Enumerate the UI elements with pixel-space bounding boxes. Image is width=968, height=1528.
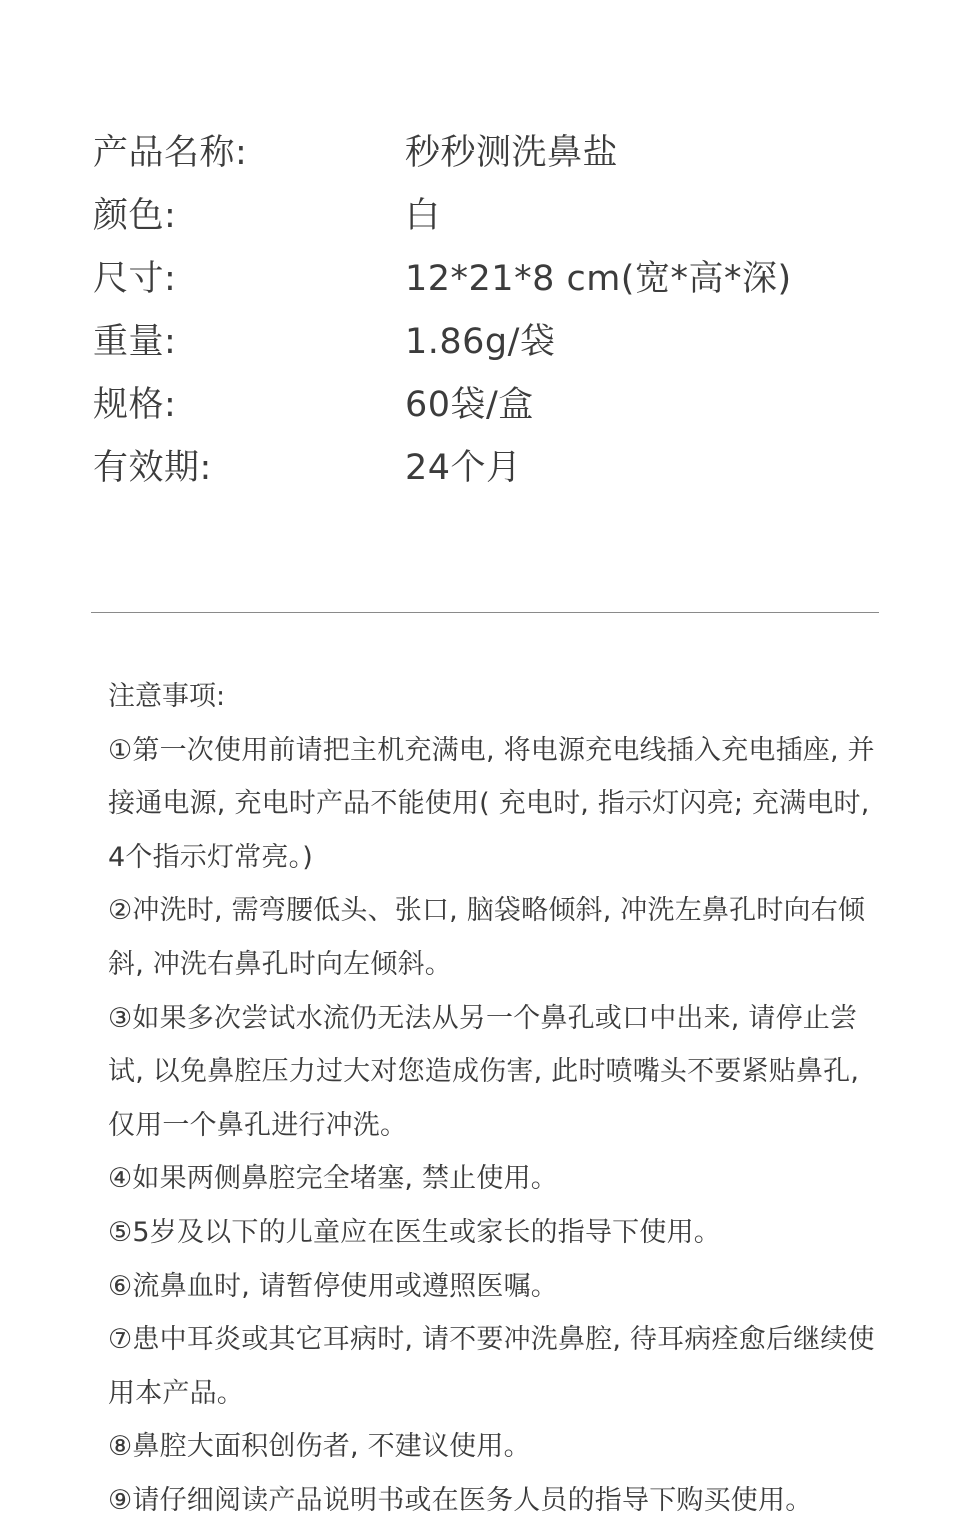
precaution-item: ⑦患中耳炎或其它耳病时, 请不要冲洗鼻腔, 待耳病痊愈后继续使用本产品。 [108,1324,875,1409]
spec-label: 有效期: [93,448,212,488]
precaution-item: ①第一次使用前请把主机充满电, 将电源充电线插入充电插座, 并接通电源, 充电时产品不能使用( 充电时, 指示灯闪亮; 充满电时, 4个指示灯常亮。) [108,734,875,873]
spec-label: 产品名称: [93,133,248,173]
precautions-section [108,670,888,1528]
precaution-item: ⑥流鼻血时, 请暂停使用或遵照医嘱。 [108,1270,558,1302]
spec-label: 尺寸: [93,259,177,299]
spec-row-weight [93,311,913,374]
spec-value: 1.86g/袋 [405,322,556,362]
spec-value: 白 [405,196,441,236]
spec-label: 规格: [93,385,177,425]
spec-row-package [93,374,913,437]
spec-value: 60袋/盒 [405,385,534,425]
product-spec-table [93,122,913,500]
precaution-item: ⑧鼻腔大面积创伤者, 不建议使用。 [108,1431,531,1463]
spec-value: 12*21*8 cm(宽*高*深) [405,259,792,299]
spec-value: 秒秒测洗鼻盐 [405,133,619,173]
spec-value: 24个月 [405,448,522,488]
spec-row-color [93,185,913,248]
precaution-item: ⑨请仔细阅读产品说明书或在医务人员的指导下购买使用。 [108,1484,813,1516]
precautions-title: 注意事项: [108,681,226,712]
spec-label: 重量: [93,322,177,362]
spec-row-size [93,248,913,311]
precaution-item: ③如果多次尝试水流仍无法从另一个鼻孔或口中出来, 请停止尝试, 以免鼻腔压力过大对您造成伤害, 此时喷嘴头不要紧贴鼻孔, 仅用一个鼻孔进行冲洗。 [108,1002,860,1141]
section-divider [91,612,879,613]
spec-row-product-name [93,122,913,185]
spec-row-shelf-life [93,437,913,500]
precaution-item: ④如果两侧鼻腔完全堵塞, 禁止使用。 [108,1163,558,1195]
spec-label: 颜色: [93,196,177,236]
precaution-item: ⑤5岁及以下的儿童应在医生或家长的指导下使用。 [108,1216,721,1248]
precaution-item: ②冲洗时, 需弯腰低头、张口, 脑袋略倾斜, 冲洗左鼻孔时向右倾斜, 冲洗右鼻孔时向左倾斜。 [108,895,866,980]
